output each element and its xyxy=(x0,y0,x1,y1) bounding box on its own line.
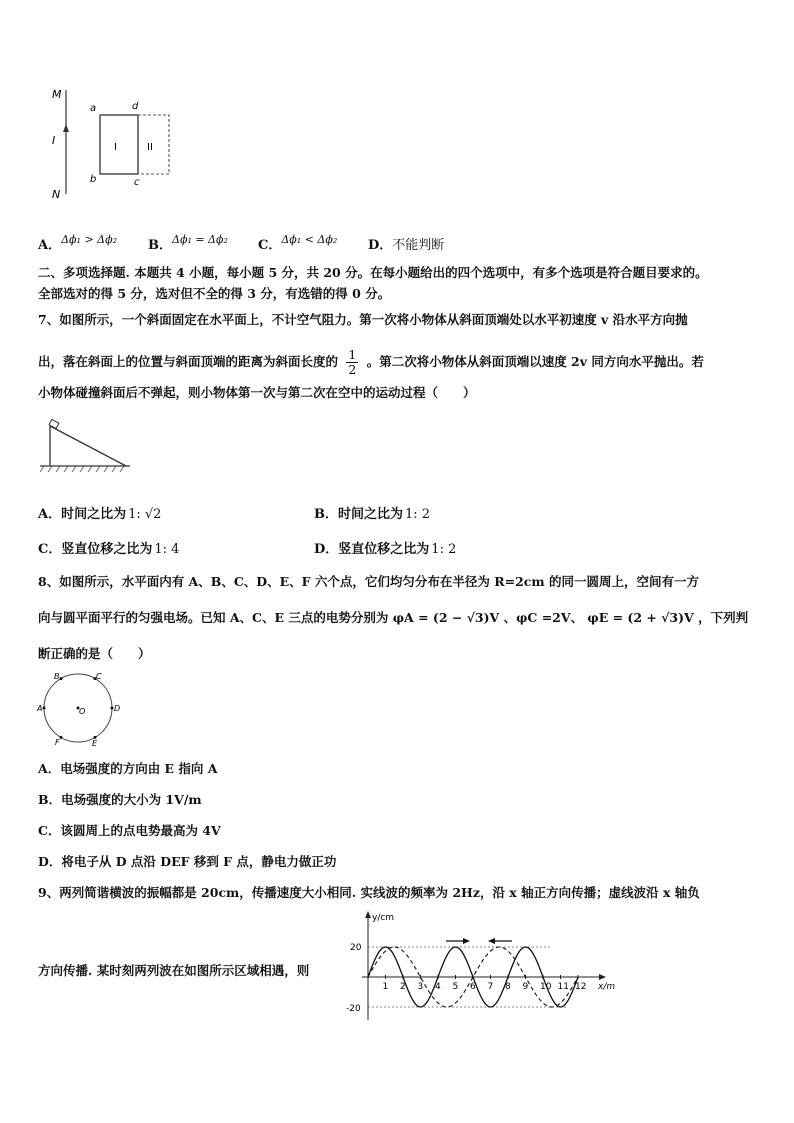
x-tick-label: 8 xyxy=(505,982,511,992)
q6-option-b: B．$^{\Delta\phi_1 = \Delta\phi_2}$ xyxy=(148,233,228,253)
label-a: a xyxy=(90,103,97,114)
x-ticks xyxy=(383,975,587,992)
q6-option-d: D．不能判断 xyxy=(368,238,445,253)
region-1-label: I xyxy=(114,142,117,153)
q7-line3: 小物体碰撞斜面后不弹起，则小物体第一次与第二次在空中的运动过程（ ） xyxy=(38,385,476,400)
circle-label-D: D xyxy=(114,704,121,713)
q8-option-b: B．电场强度的大小为 1V/m xyxy=(38,792,202,807)
label-M: M xyxy=(52,88,62,101)
q7-line2: 出，落在斜面上的位置与斜面顶端的距离为斜面长度的 $\frac{1}{2}$ 。第二次将小物体从斜面顶端以速度 2v 同方向水平抛出。若 xyxy=(38,347,704,377)
x-tick-label: 7 xyxy=(487,982,494,992)
q7-fraction: $\frac{1}{2}$ xyxy=(348,347,357,377)
x-axis-label: x/m xyxy=(598,982,616,992)
circle-label-A: A xyxy=(37,704,43,713)
incline-figure xyxy=(38,418,133,474)
q6-option-a: A．$^{\Delta\phi_1 > \Delta\phi_2}$ xyxy=(38,233,118,253)
x-tick-label: 10 xyxy=(540,982,552,992)
x-tick-label: 2 xyxy=(400,982,406,992)
x-tick-label: 3 xyxy=(417,982,424,992)
x-tick-label: 4 xyxy=(435,982,441,992)
section2-line1: 二、多项选择题. 本题共 4 小题，每小题 5 分，共 20 分。在每小题给出的四个选项中，有多个选项是符合题目要求的。 xyxy=(38,265,708,280)
circle-label-E: E xyxy=(92,739,98,748)
label-b: b xyxy=(90,174,97,185)
q8-option-c: C．该圆周上的点电势最高为 4V xyxy=(38,823,221,838)
q9-line2: 方向传播. 某时刻两列波在如图所示区域相遇，则 xyxy=(38,963,310,978)
q8-option-a: A．电场强度的方向由 E 指向 A xyxy=(38,761,218,776)
label-c: c xyxy=(134,177,140,188)
q7-option-b: B．时间之比为 1: 2 xyxy=(314,507,431,522)
q7-option-a: A．时间之比为 1: √2 xyxy=(38,507,162,522)
label-d: d xyxy=(132,101,139,112)
x-tick-label: 1 xyxy=(382,982,389,992)
ytick-20: 20 xyxy=(350,943,362,953)
induction-figure xyxy=(40,82,200,207)
circle-figure xyxy=(36,670,126,750)
q8-line1: 8、如图所示，水平面内有 A、B、C、D、E、F 六个点，它们均匀分布在半径为 R=2cm 的同一圆周上，空间有一方 xyxy=(38,574,699,589)
q7-option-c: C．竖直位移之比为 1: 4 xyxy=(38,542,180,557)
circle-label-B: B xyxy=(54,672,60,681)
q7-option-d: D．竖直位移之比为 1: 2 xyxy=(314,542,457,557)
x-tick-label: 5 xyxy=(452,982,459,992)
section2-line2: 全部选对的得 5 分，选对但不全的得 3 分，有选错的得 0 分。 xyxy=(38,286,391,301)
x-tick-label: 9 xyxy=(522,982,529,992)
circle-label-F: F xyxy=(55,738,60,747)
region-2-label: II xyxy=(147,142,153,153)
q6-option-c: C．$^{\Delta\phi_1 < \Delta\phi_2}$ xyxy=(258,233,338,253)
label-N: N xyxy=(52,188,61,201)
q8-line3: 断正确的是（ ） xyxy=(38,646,151,661)
circle-label-O: O xyxy=(79,707,86,716)
label-I: I xyxy=(52,134,56,147)
circle-label-C: C xyxy=(96,672,102,681)
arrow-right-head xyxy=(463,938,470,944)
x-tick-label: 12 xyxy=(575,982,587,992)
q9-line1: 9、两列简谐横波的振幅都是 20cm，传播速度大小相同. 实线波的频率为 2Hz，沿 x 轴正方向传播；虚线波沿 x 轴负 xyxy=(38,885,700,900)
x-axis-arrow xyxy=(599,974,606,980)
y-axis-label: y/cm xyxy=(372,913,395,923)
ytick-neg20: -20 xyxy=(346,1004,361,1014)
q7-line1: 7、如图所示，一个斜面固定在水平面上，不计空气阻力。第一次将小物体从斜面顶端处以水平初速度 v 沿水平方向抛 xyxy=(38,312,688,327)
q8-option-d: D．将电子从 D 点沿 DEF 移到 F 点，静电力做正功 xyxy=(38,854,337,869)
x-tick-label: 11 xyxy=(557,982,569,992)
x-tick-label: 6 xyxy=(470,982,476,992)
arrow-left-head xyxy=(488,938,495,944)
y-axis-arrow xyxy=(365,911,371,918)
q8-line2: 向与圆平面平行的匀强电场。已知 A、C、E 三点的电势分别为 φA = (2 − √3)V 、φC =2V、 φE = (2 + √3)V ，下列判 xyxy=(38,610,749,625)
wave-chart xyxy=(340,908,620,1028)
